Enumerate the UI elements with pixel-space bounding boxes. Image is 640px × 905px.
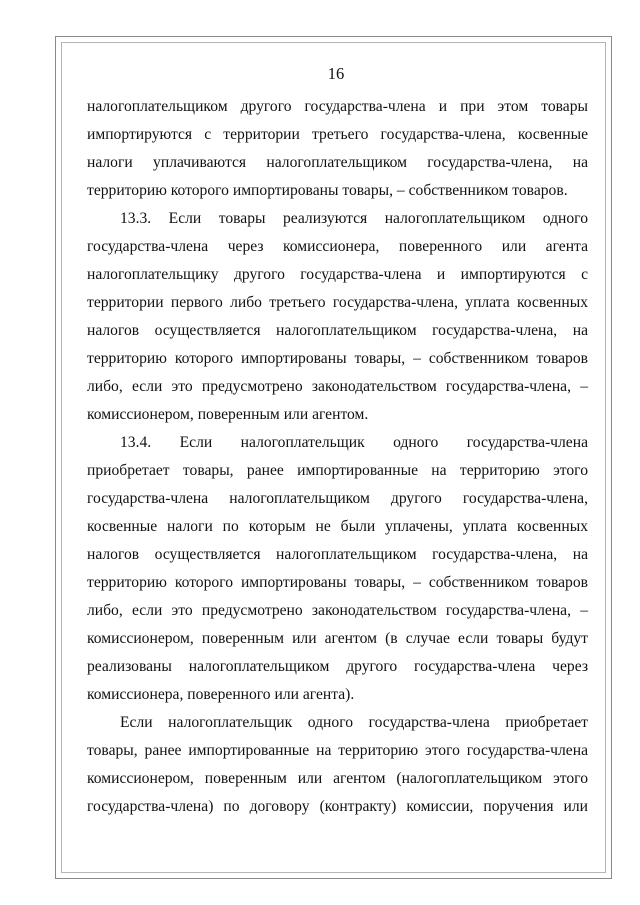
text-line: косвенные налоги по которым не были уплачены, уплата косвенных (87, 518, 588, 535)
text-line: 13.3. Если товары реализуются налогоплательщиком одного (120, 210, 588, 227)
text-line: государства-члена через комиссионера, поверенного или агента (87, 238, 588, 255)
text-line: 13.4. Если налогоплательщик одного государства-члена (120, 434, 588, 451)
text-line: налогов осуществляется налогоплательщиком государства-члена, на (87, 322, 588, 339)
text-line: либо, если это предусмотрено законодательством государства-члена, – (87, 602, 588, 619)
text-line: государства-члена налогоплательщиком другого государства-члена, (87, 490, 588, 507)
text-line: либо, если это предусмотрено законодательством государства-члена, – (87, 378, 588, 395)
text-line: приобретает товары, ранее импортированные на территорию этого (87, 462, 588, 479)
text-line: территорию которого импортированы товары, – собственником товаров. (87, 182, 568, 199)
text-line: комиссионером, поверенным или агентом (в случае если товары будут (87, 630, 588, 647)
text-line: государства-члена) по договору (контракту) комиссии, поручения или (87, 798, 588, 815)
text-line: Если налогоплательщик одного государства-члена приобретает (120, 714, 588, 731)
page-number: 16 (327, 64, 345, 83)
document-body (87, 93, 588, 821)
text-line: товары, ранее импортированные на территорию этого государства-члена (87, 742, 588, 759)
text-line: налоги уплачиваются налогоплательщиком государства-члена, на (87, 154, 588, 171)
text-line: налогов осуществляется налогоплательщиком государства-члена, на (87, 546, 588, 563)
text-line: комиссионером, поверенным или агентом (налогоплательщиком этого (87, 770, 588, 787)
text-line: импортируются с территории третьего государства-члена, косвенные (87, 126, 588, 143)
text-line: территорию которого импортированы товары, – собственником товаров (87, 574, 588, 591)
text-line: налогоплательщику другого государства-члена и импортируются с (87, 266, 588, 283)
text-line: комиссионером, поверенным или агентом. (87, 406, 369, 423)
text-line: территории первого либо третьего государства-члена, уплата косвенных (87, 294, 588, 311)
text-line: территорию которого импортированы товары, – собственником товаров (87, 350, 588, 367)
text-line: реализованы налогоплательщиком другого государства-члена через (87, 658, 588, 675)
text-line: комиссионера, поверенного или агента). (87, 686, 355, 703)
text-line: налогоплательщиком другого государства-члена и при этом товары (87, 98, 588, 115)
